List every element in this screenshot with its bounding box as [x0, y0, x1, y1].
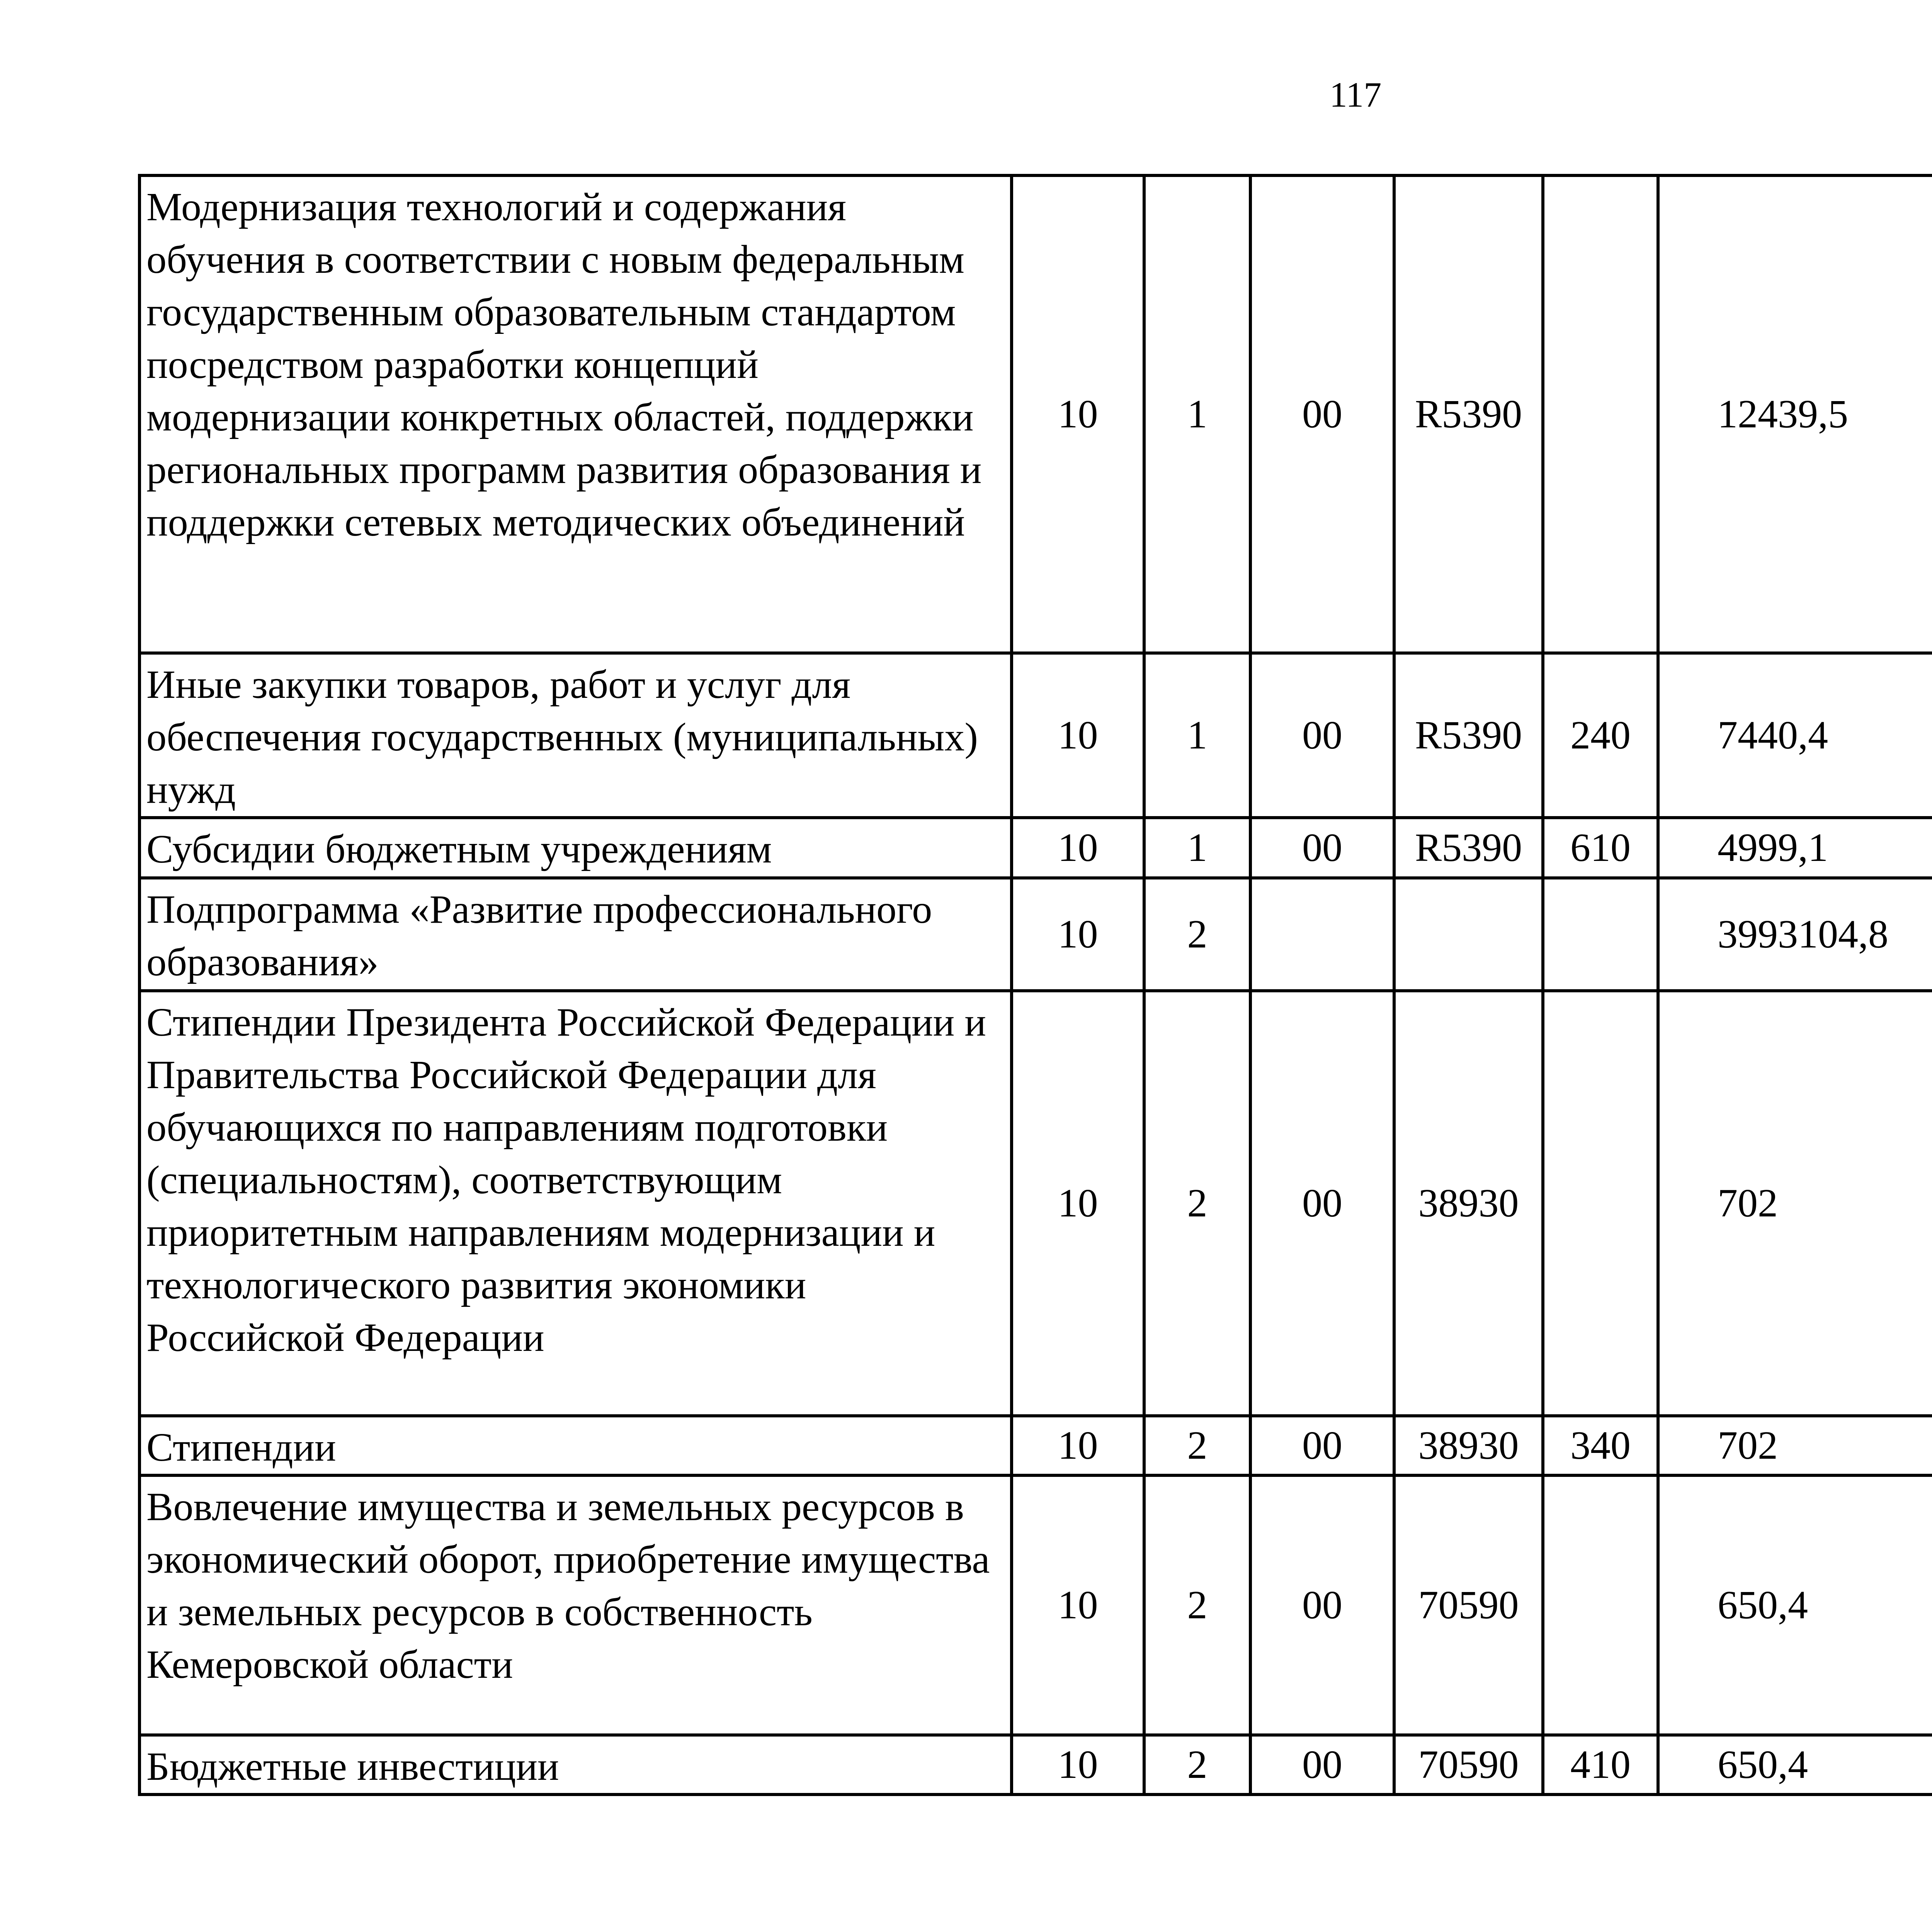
table-row: [139, 1416, 1932, 1475]
row-name: Подпрограмма «Развитие профессионального образования»: [139, 878, 1012, 991]
amount-year1: 650,4: [1658, 1475, 1932, 1735]
amount-year1: 3993104,8: [1658, 878, 1932, 991]
direction-code: 70590: [1394, 1735, 1543, 1795]
section-code: 10: [1012, 175, 1144, 653]
subprogram-code: 00: [1250, 1475, 1394, 1735]
table-row: [139, 1735, 1932, 1795]
row-name: Модернизация технологий и содержания обучения в соответствии с новым федеральным государственным образовательным стандартом посредством разработки концепций модернизации конкретных областей, поддержки региональных программ развития образования и поддержки сетевых методических объединений: [139, 175, 1012, 653]
expense-type-code: [1543, 991, 1658, 1416]
direction-code: 38930: [1394, 1416, 1543, 1475]
row-name: Субсидии бюджетным учреждениям: [139, 818, 1012, 878]
budget-table: [138, 174, 1932, 1796]
section-code: 10: [1012, 878, 1144, 991]
expense-type-code: [1543, 878, 1658, 991]
program-code: 2: [1144, 1416, 1250, 1475]
table-row: [139, 878, 1932, 991]
expense-type-code: 610: [1543, 818, 1658, 878]
expense-type-code: 340: [1543, 1416, 1658, 1475]
row-name: Стипендии Президента Российской Федерации и Правительства Российской Федерации для обучающихся по направлениям подготовки (специальностям), соответствующим приоритетным направлениям модернизации и технологического развития экономики Российской Федерации: [139, 991, 1012, 1416]
row-name: Вовлечение имущества и земельных ресурсов в экономический оборот, приобретение имущества и земельных ресурсов в собственность Кемеровской области: [139, 1475, 1012, 1735]
table-row: [139, 818, 1932, 878]
subprogram-code: 00: [1250, 1735, 1394, 1795]
section-code: 10: [1012, 1475, 1144, 1735]
direction-code: [1394, 878, 1543, 991]
section-code: 10: [1012, 818, 1144, 878]
program-code: 1: [1144, 818, 1250, 878]
direction-code: 38930: [1394, 991, 1543, 1416]
direction-code: R5390: [1394, 175, 1543, 653]
program-code: 1: [1144, 175, 1250, 653]
direction-code: R5390: [1394, 818, 1543, 878]
subprogram-code: 00: [1250, 991, 1394, 1416]
program-code: 2: [1144, 1735, 1250, 1795]
section-code: 10: [1012, 1416, 1144, 1475]
direction-code: R5390: [1394, 653, 1543, 818]
subprogram-code: 00: [1250, 175, 1394, 653]
amount-year1: 12439,5: [1658, 175, 1932, 653]
budget-table-body: [139, 175, 1932, 1795]
amount-year1: 7440,4: [1658, 653, 1932, 818]
amount-year1: 4999,1: [1658, 818, 1932, 878]
section-code: 10: [1012, 1735, 1144, 1795]
program-code: 2: [1144, 991, 1250, 1416]
row-name: Бюджетные инвестиции: [139, 1735, 1012, 1795]
table-row: [139, 175, 1932, 653]
direction-code: 70590: [1394, 1475, 1543, 1735]
subprogram-code: 00: [1250, 818, 1394, 878]
subprogram-code: 00: [1250, 1416, 1394, 1475]
program-code: 1: [1144, 653, 1250, 818]
expense-type-code: 410: [1543, 1735, 1658, 1795]
expense-type-code: [1543, 175, 1658, 653]
expense-type-code: 240: [1543, 653, 1658, 818]
section-code: 10: [1012, 991, 1144, 1416]
row-name: Стипендии: [139, 1416, 1012, 1475]
table-row: [139, 653, 1932, 818]
subprogram-code: 00: [1250, 653, 1394, 818]
amount-year1: 702: [1658, 991, 1932, 1416]
subprogram-code: [1250, 878, 1394, 991]
program-code: 2: [1144, 1475, 1250, 1735]
table-row: [139, 1475, 1932, 1735]
section-code: 10: [1012, 653, 1144, 818]
row-name: Иные закупки товаров, работ и услуг для обеспечения государственных (муниципальных) нужд: [139, 653, 1012, 818]
program-code: 2: [1144, 878, 1250, 991]
table-row: [139, 991, 1932, 1416]
expense-type-code: [1543, 1475, 1658, 1735]
page-number: 117: [1329, 75, 1382, 114]
amount-year1: 702: [1658, 1416, 1932, 1475]
amount-year1: 650,4: [1658, 1735, 1932, 1795]
